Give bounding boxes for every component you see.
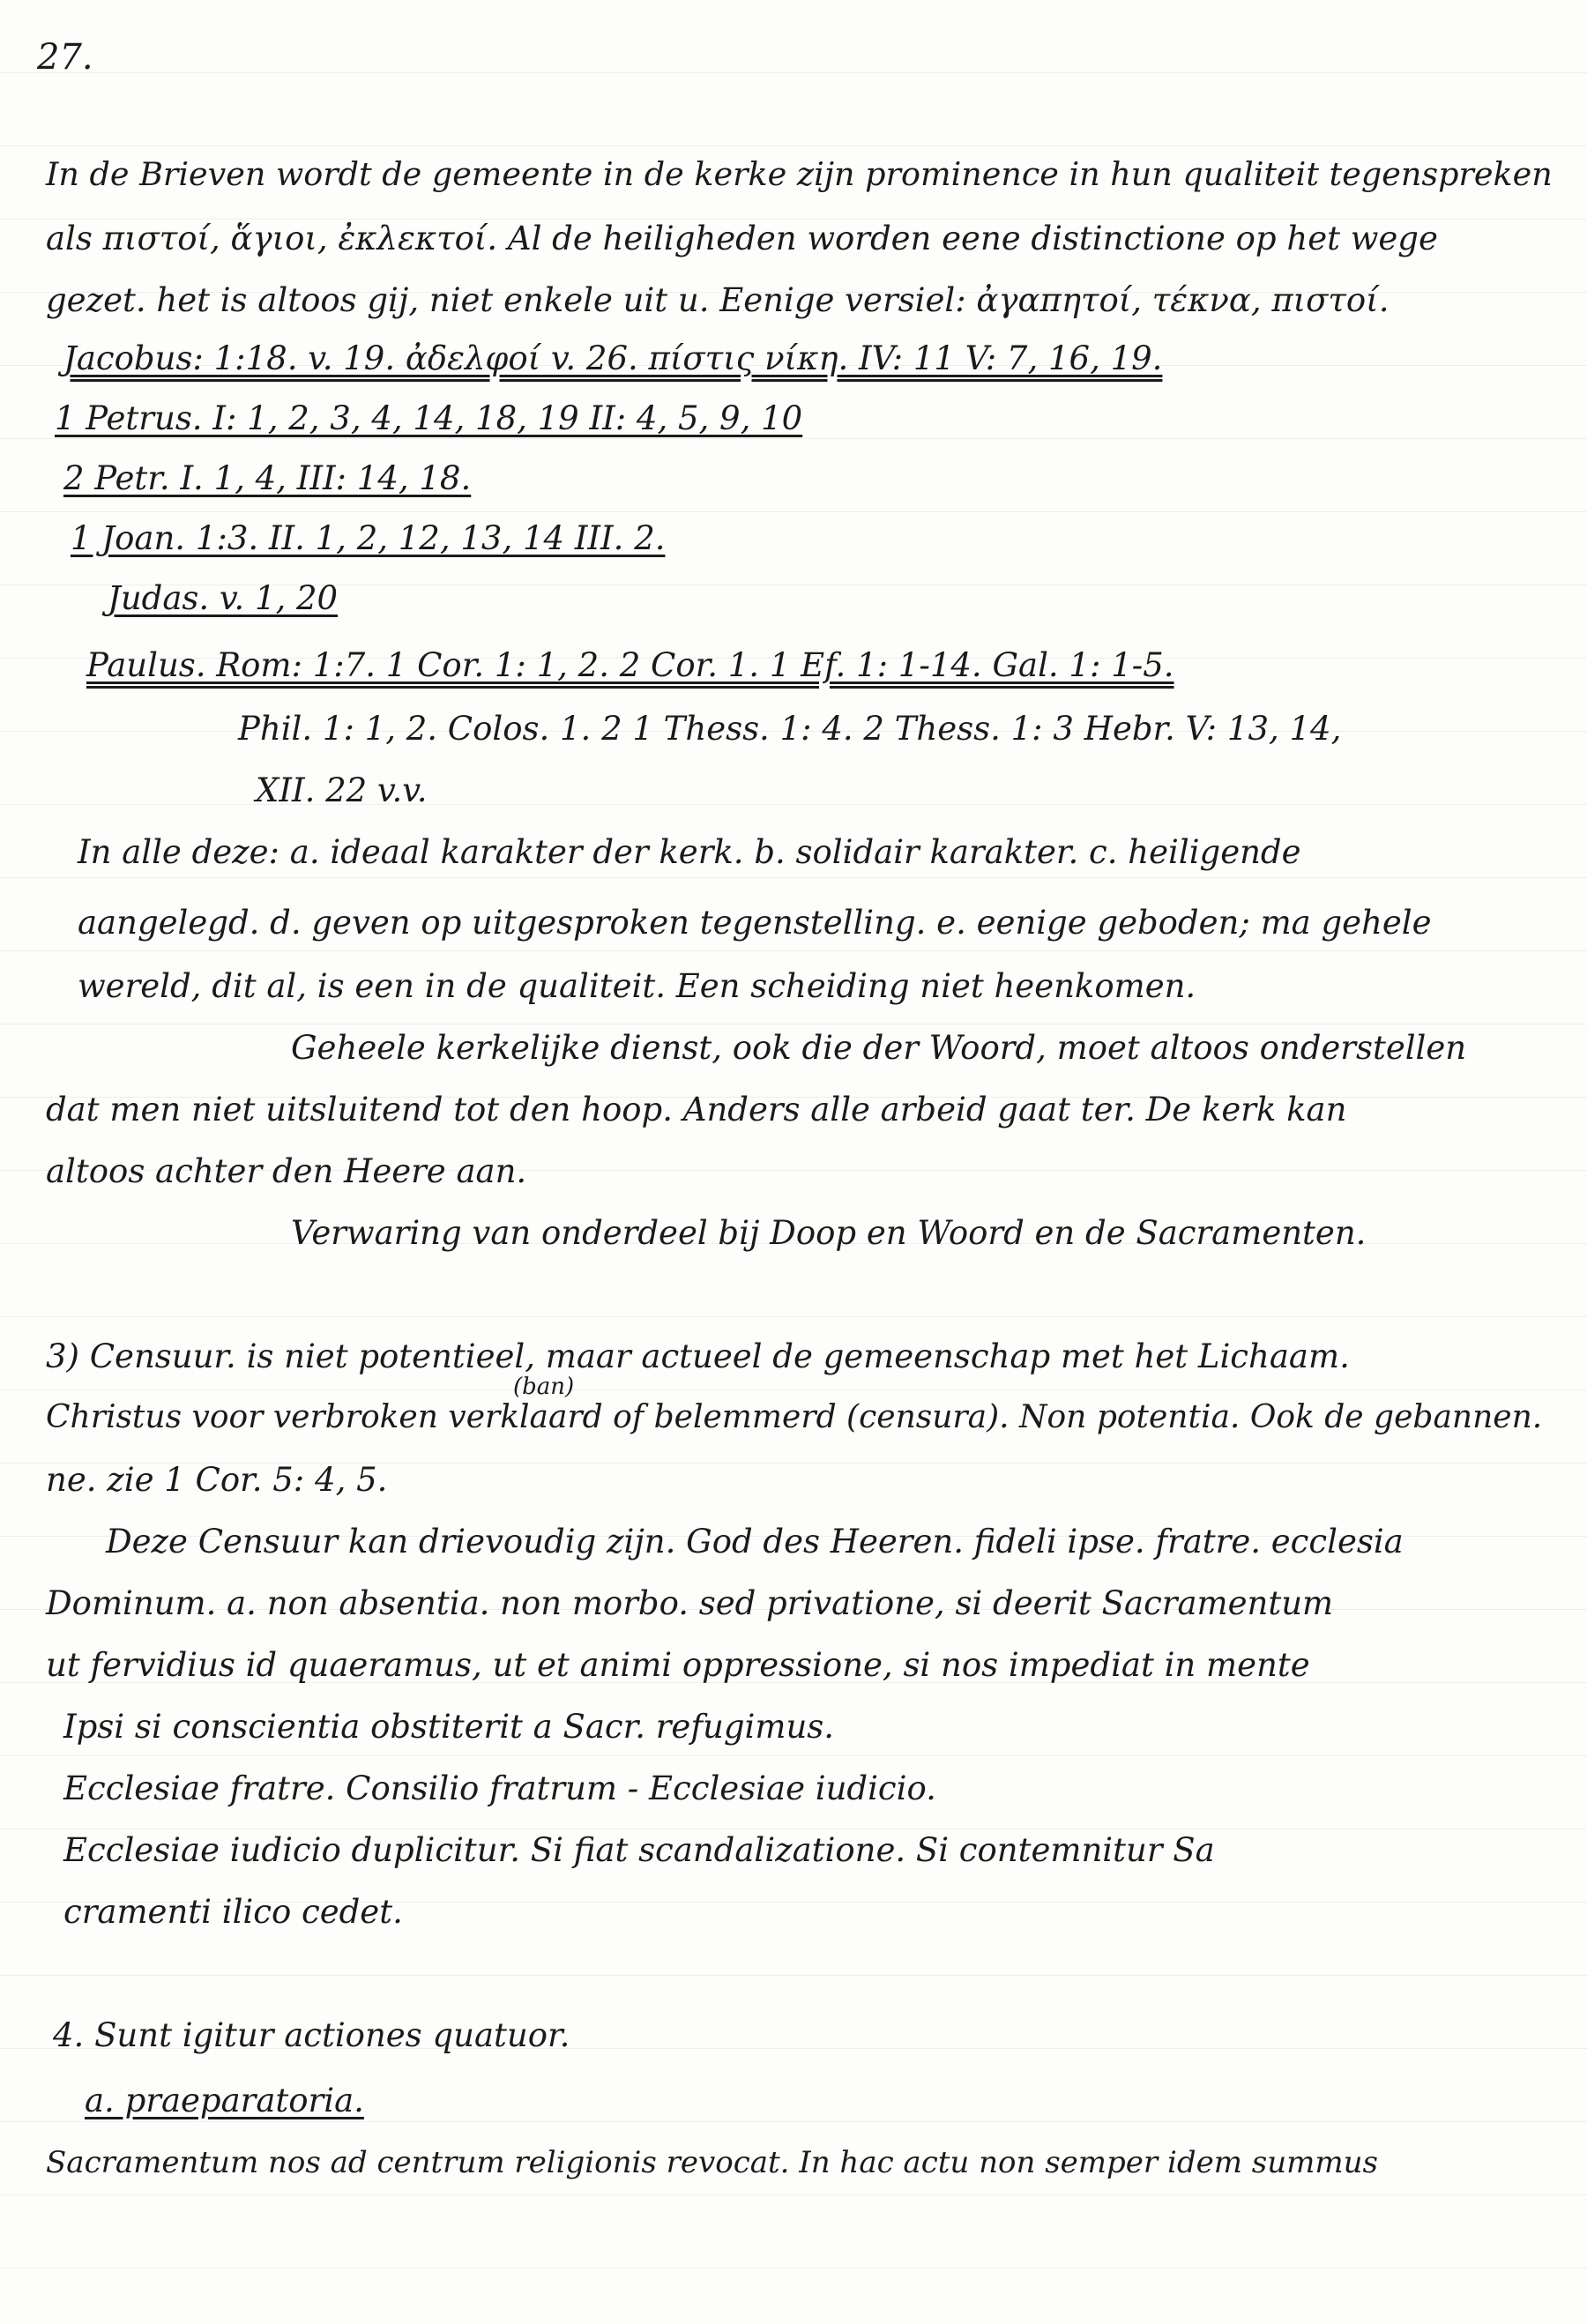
text-line: In alle deze: a. ideaal karakter der kerk. b. solidair karakter. c. heiligende [78,833,1301,871]
text-line: aangelegd. d. geven op uitgesproken tegenstelling. e. eenige geboden; ma gehele [78,904,1432,942]
text-line: Phil. 1: 1, 2. Colos. 1. 2 1 Thess. 1: 4. 2 Thess. 1: 3 Hebr. V: 13, 14, [238,710,1342,748]
text-line: 4. Sunt igitur actiones quatuor. [53,2016,570,2054]
text-line: Paulus. Rom: 1:7. 1 Cor. 1: 1, 2. 2 Cor. 1. 1 Ef. 1: 1-14. Gal. 1: 1-5. [86,646,1174,684]
text-line: Ipsi si conscientia obstiterit a Sacr. refugimus. [63,1708,835,1746]
text-line: XII. 22 v.v. [256,771,428,809]
text-line: cramenti ilico cedet. [63,1893,403,1931]
text-line: Verwaring van onderdeel bij Doop en Woord en de Sacramenten. [291,1214,1367,1252]
text-line: wereld, dit al, is een in de qualiteit. Een scheiding niet heenkomen. [78,967,1196,1005]
text-line: Ecclesiae fratre. Consilio fratrum - Ecclesiae iudicio. [63,1769,936,1807]
text-line: Sacramentum nos ad centrum religionis revocat. In hac actu non semper idem summus [46,2145,1378,2180]
superscript-note: (ban) [513,1374,575,1400]
text-line: a. praeparatoria. [85,2082,364,2119]
text-line: Ecclesiae iudicio duplicitur. Si fiat scandalizatione. Si contemnitur Sa [63,1831,1215,1869]
text-line: 2 Petr. I. 1, 4, III: 14, 18. [63,459,472,497]
text-line: Christus voor verbroken verklaard of belemmerd (censura). Non potentia. Ook de gebannen. [46,1399,1543,1435]
text-line: ut fervidius id quaeramus, ut et animi oppressione, si nos impediat in mente [46,1646,1310,1684]
text-line: 3) Censuur. is niet potentieel, maar actueel de gemeenschap met het Lichaam. [46,1337,1350,1375]
text-line: In de Brieven wordt de gemeente in de kerke zijn prominence in hun qualiteit tegenspreken [46,155,1553,193]
text-line: Jacobus: 1:18. v. 19. ἀδελφοί v. 26. πίστις νίκη. IV: 11 V: 7, 16, 19. [63,339,1163,377]
text-line: 1 Petrus. I: 1, 2, 3, 4, 14, 18, 19 II: 4, 5, 9, 10 [55,399,803,437]
text-line: Dominum. a. non absentia. non morbo. sed privatione, si deerit Sacramentum [46,1584,1334,1622]
text-line: Geheele kerkelijke dienst, ook die der Woord, moet altoos onderstellen [291,1029,1467,1067]
text-line: Judas. v. 1, 20 [108,579,339,617]
text-line: gezet. het is altoos gij, niet enkele uit u. Eenige versiel: ἀγαπητοί, τέκνα, πιστοί. [46,281,1390,319]
text-line: dat men niet uitsluitend tot den hoop. Anders alle arbeid gaat ter. De kerk kan [46,1091,1347,1128]
text-line: als πιστοί, ἅγιοι, ἐκλεκτοί. Al de heiligheden worden eene distinctione op het wege [46,220,1438,257]
text-line: altoos achter den Heere aan. [46,1152,527,1190]
text-line: Deze Censuur kan drievoudig zijn. God des Heeren. fideli ipse. fratre. ecclesia [106,1523,1404,1561]
text-line: 1 Joan. 1:3. II. 1, 2, 12, 13, 14 III. 2. [71,519,666,557]
page-number: 27. [37,37,93,78]
text-line: ne. zie 1 Cor. 5: 4, 5. [46,1461,388,1499]
